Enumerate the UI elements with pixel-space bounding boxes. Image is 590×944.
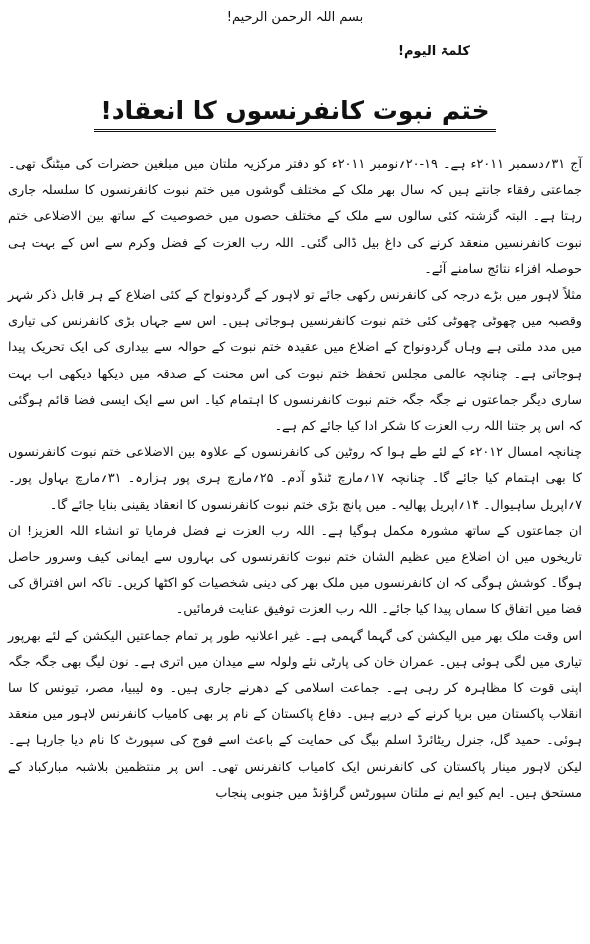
- article-title: ختم نبوت کانفرنسوں کا انعقاد!: [94, 96, 495, 132]
- title-wrap: [0, 96, 590, 132]
- paragraph-3: چنانچہ امسال ۲۰۱۲ء کے لئے طے ہوا کہ روٹین کی کانفرنسوں کے علاوہ بین الاضلاعی ختم نبوت کانفرنسوں کا بھی اہتمام کیا جائے گا۔ چنانچہ ۱۷؍مارچ ٹنڈو آدم۔ ۲۵؍مارچ ہری پور ہزارہ۔ ۳۱؍مارچ بہاول پور۔ ۷؍اپریل ساہیوال۔ ۱۴؍اپریل پھالیہ۔ میں پانچ بڑی ختم نبوت کانفرنسوں کا انعقاد یقینی بنایا جائے گا۔: [8, 445, 583, 513]
- paragraph-4: ان جماعتوں کے ساتھ مشورہ مکمل ہوگیا ہے۔ اللہ رب العزت نے فضل فرمایا تو انشاء اللہ العزیز! ان تاریخوں میں ان اضلاع میں عظیم الشان ختم نبوت کانفرنسوں کی بہاروں سے ایمانی کیف وسرور حاصل ہوگا۔ کوشش ہوگی کہ ان کانفرنسوں میں ملک بھر کی دینی شخصیات کو اکٹھا کریں۔ تاکہ اس افتراق کی فضا میں اتفاق کا سماں پیدا کیا جائے۔ اللہ رب العزت توفیق عنایت فرمائیں۔: [8, 523, 582, 618]
- article-body: [8, 152, 582, 807]
- bismillah-header: بسم اللہ الرحمن الرحیم!: [226, 10, 364, 25]
- paragraph-2: مثلاً لاہور میں بڑے درجہ کی کانفرنس رکھی جائے تو لاہور کے گردونواح کے کئی اضلاع کے ہر قابل ذکر شہر وقصبہ میں چھوٹی چھوٹی کئی ختم نبوت کانفرنسیں ہوجاتی ہیں۔ اس سے جہاں بڑی کانفرنس کی تیاری میں مدد ملتی ہے وہاں گردونواح کے اضلاع میں عقیدہ ختم نبوت کے حوالہ سے بیداری کی ایک تحریک پیدا ہوجاتی ہے۔ چنانچہ عالمی مجلس تحفظ ختم نبوت کی اس محنت کے صدقہ میں دیکھا دیکھی اب بہت ساری دیگر جماعتوں نے جگہ جگہ ختم نبوت کانفرنسوں کا اہتمام کیا۔ اس سے ایک ایسی فضا قائم ہوگئی کہ اس پر جتنا اللہ رب العزت کا شکر ادا کیا جائے کم ہے۔: [8, 288, 582, 435]
- paragraph-1: آج ۳۱؍دسمبر ۲۰۱۱ء ہے۔ ۱۹-۲۰؍نومبر ۲۰۱۱ء کو دفتر مرکزیہ ملتان میں مبلغین حضرات کی میٹنگ تھی۔ جماعتی رفقاء جانتے ہیں کہ سال بھر ملک کے مختلف گوشوں میں ختم نبوت کانفرنسوں کا سلسلہ جاری رہتا ہے۔ البتہ گزشتہ کئی سالوں سے ملک کے مختلف حصوں میں خصوصیت کے ساتھ بین الاضلاعی ختم نبوت کانفرنسیں منعقد کرنے کی داغ بیل ڈالی گئی۔ اللہ رب العزت کے فضل وکرم سے اس کے بہت ہی حوصلہ افزاء نتائج سامنے آئے۔: [8, 157, 583, 277]
- paragraph-5: اس وقت ملک بھر میں الیکشن کی گہما گہمی ہے۔ غیر اعلانیہ طور پر تمام جماعتیں الیکشن کے لئے بھرپور تیاری میں لگی ہوئی ہیں۔ عمران خان کی پارٹی نئے ولولہ سے میدان میں اتری ہے۔ نون لیگ بھی جگہ جگہ اپنی قوت کا مظاہرہ کر رہی ہے۔ جماعت اسلامی کے دھرنے جاری ہیں۔ وہ لیبیا، مصر، تیونس کا سا انقلاب پاکستان میں برپا کرنے کے درپے ہیں۔ دفاع پاکستان کے نام پر بھی کامیاب کانفرنس لاہور میں منعقد ہوئی۔ حمید گل، جنرل ریٹائرڈ اسلم بیگ کی حمایت کے باعث اسے فوج کی سپورٹ کا نام دیا جارہا ہے۔ لیکن لاہور مینار پاکستان کی کانفرنس ایک کامیاب کانفرنس تھی۔ اس پر منتظمین بلاشبہ مبارکباد کے مستحق ہیں۔ ایم کیو ایم نے ملتان سپورٹس گراؤنڈ میں جنوبی پنجاب: [8, 628, 582, 801]
- column-label: کلمۃ الیوم!: [398, 44, 470, 59]
